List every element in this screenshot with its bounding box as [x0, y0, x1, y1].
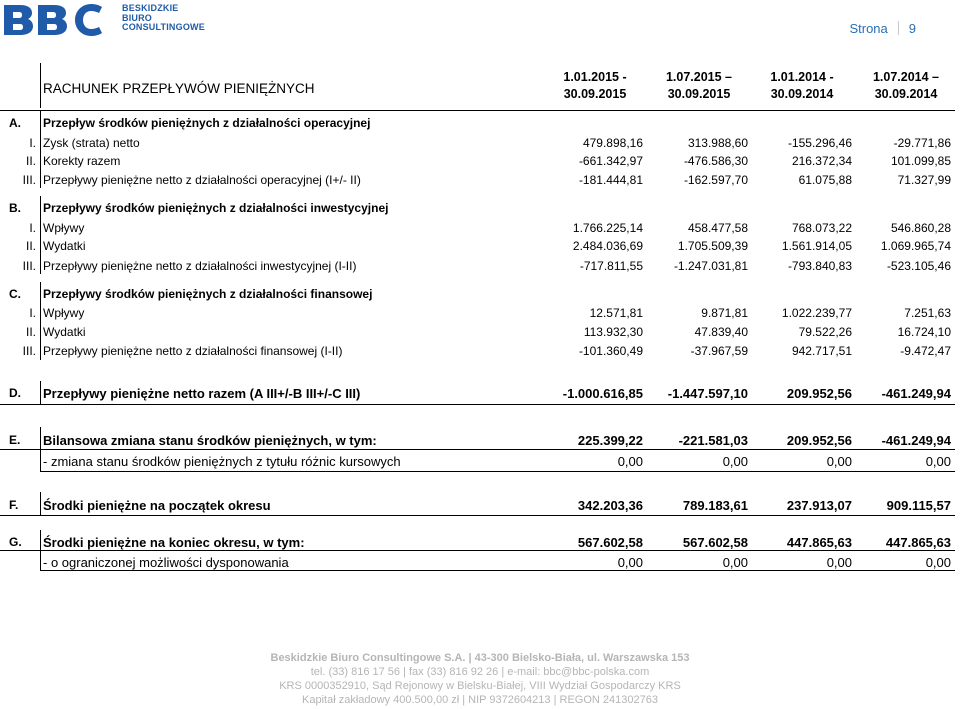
row-value: 47.839,40	[694, 325, 748, 339]
row-number: I.	[29, 136, 36, 150]
row-label: Przepływy pieniężne netto z działalności finansowej (I-II)	[43, 344, 343, 358]
section-a-top-border	[0, 110, 955, 111]
row-value: 225.399,22	[577, 433, 643, 448]
footer-line4: Kapitał zakładowy 400.500,00 zł | NIP 9372604213 | REGON 241302763	[302, 694, 658, 706]
table-row	[0, 236, 960, 256]
company-name-line3: CONSULTINGOWE	[122, 22, 205, 32]
company-name	[122, 4, 205, 33]
section-g-divider	[40, 530, 41, 570]
row-value: 0,00	[925, 555, 951, 570]
column-header-4-line2: 30.09.2014	[874, 87, 938, 101]
table-row	[0, 170, 960, 190]
row-value: 79.522,26	[798, 325, 852, 339]
row-value: -476.586,30	[683, 154, 748, 168]
section-title: Przepływy środków pieniężnych z działalności finansowej	[43, 287, 373, 301]
row-value: 101.099,85	[890, 154, 951, 168]
section-f-divider	[40, 492, 41, 515]
row-value: 567.602,58	[577, 535, 643, 550]
row-value: -29.771,86	[893, 136, 951, 150]
section-c-header	[0, 284, 960, 304]
table-title: RACHUNEK PRZEPŁYWÓW PIENIĘŻNYCH	[43, 81, 315, 96]
row-label: Bilansowa zmiana stanu środków pieniężnych, w tym:	[43, 433, 377, 448]
column-header-1	[545, 69, 645, 103]
section-g-border	[0, 550, 955, 551]
row-value: -461.249,94	[881, 386, 951, 401]
row-value: -162.597,70	[683, 173, 748, 187]
row-value: -793.840,83	[787, 259, 852, 273]
page-label: Strona	[849, 21, 888, 36]
row-value: 71.327,99	[897, 173, 951, 187]
row-value: -717.811,55	[579, 259, 643, 273]
column-header-1-line2: 30.09.2015	[563, 87, 627, 101]
row-value: -461.249,94	[881, 433, 951, 448]
row-value: 1.561.914,05	[781, 239, 852, 253]
row-value: 1.022.239,77	[781, 306, 852, 320]
row-value: 12.571,81	[589, 306, 643, 320]
row-label: Przepływy pieniężne netto z działalności inwestycyjnej (I-II)	[43, 259, 357, 273]
row-label: Wpływy	[43, 221, 85, 235]
row-value: 768.073,22	[791, 221, 852, 235]
column-header-3	[752, 69, 852, 103]
row-value: 1.766.225,14	[572, 221, 643, 235]
row-label: Przepływy pieniężne netto z działalności operacyjnej (I+/- II)	[43, 173, 361, 187]
column-header-1-line1: 1.01.2015 -	[563, 70, 627, 84]
column-header-3-line1: 1.01.2014 -	[770, 70, 834, 84]
section-e-border	[0, 449, 955, 450]
row-value: -181.444,81	[578, 173, 643, 187]
row-label: Korekty razem	[43, 154, 121, 168]
section-e-bottom-border	[40, 471, 955, 472]
row-value: -155.296,46	[787, 136, 852, 150]
section-letter: F.	[9, 498, 19, 512]
row-label: - zmiana stanu środków pieniężnych z tytułu różnic kursowych	[43, 454, 401, 469]
row-value: 0,00	[826, 454, 852, 469]
column-header-2-line2: 30.09.2015	[667, 87, 731, 101]
table-row	[0, 322, 960, 342]
row-label: Przepływy pieniężne netto razem (A III+/-B III+/-C III)	[43, 386, 361, 401]
section-g-sub-row	[0, 552, 960, 572]
row-value: 0,00	[617, 454, 643, 469]
row-value: 2.484.036,69	[572, 239, 643, 253]
row-number: II.	[25, 325, 36, 339]
column-header-4-line1: 1.07.2014 –	[872, 70, 940, 84]
row-value: 9.871,81	[701, 306, 748, 320]
row-value: 458.477,58	[687, 221, 748, 235]
row-value: -1.447.597,10	[667, 386, 748, 401]
row-number: II.	[25, 239, 36, 253]
row-value: -523.105,46	[886, 259, 951, 273]
row-value: 909.115,57	[886, 498, 951, 513]
row-value: 1.705.509,39	[677, 239, 748, 253]
section-e-sub-row	[0, 451, 960, 471]
section-letter: D.	[9, 386, 21, 400]
section-letter: A.	[9, 116, 21, 130]
row-value: 546.860,28	[890, 221, 951, 235]
row-number: III.	[22, 259, 36, 273]
footer-company-address: Beskidzkie Biuro Consultingowe S.A. | 43-300 Bielsko-Biała, ul. Warszawska 153	[270, 652, 690, 664]
row-value: 0,00	[722, 454, 748, 469]
row-label: Wydatki	[43, 325, 86, 339]
row-label: Zysk (strata) netto	[43, 136, 140, 150]
row-value: -661.342,97	[578, 154, 643, 168]
section-letter: E.	[9, 433, 21, 447]
row-value: 209.952,56	[786, 433, 852, 448]
row-value: 16.724,10	[897, 325, 951, 339]
row-value: -221.581,03	[678, 433, 748, 448]
row-number: I.	[29, 306, 36, 320]
row-value: 7.251,63	[904, 306, 951, 320]
column-header-3-line2: 30.09.2014	[770, 87, 834, 101]
table-row	[0, 303, 960, 323]
section-g-bottom-border	[40, 570, 955, 571]
section-e-divider	[40, 427, 41, 471]
page-indicator	[849, 21, 916, 36]
row-value: -1.247.031,81	[673, 259, 748, 273]
row-number: III.	[22, 344, 36, 358]
row-label: Środki pieniężne na początek okresu	[43, 498, 271, 513]
section-f-bottom-border	[0, 515, 955, 516]
row-label: Wpływy	[43, 306, 85, 320]
section-title: Przepływ środków pieniężnych z działalności operacyjnej	[43, 116, 371, 130]
footer-line3: KRS 0000352910, Sąd Rejonowy w Bielsku-Białej, VIII Wydział Gospodarczy KRS	[279, 680, 681, 692]
row-value: 0,00	[617, 555, 643, 570]
section-a-divider	[40, 110, 41, 188]
section-d-bottom-border	[0, 404, 955, 405]
row-value: 342.203,36	[577, 498, 643, 513]
row-value: -37.967,59	[690, 344, 748, 358]
row-value: 0,00	[826, 555, 852, 570]
row-value: 216.372,34	[791, 154, 852, 168]
row-label: - o ograniczonej możliwości dysponowania	[43, 555, 289, 570]
column-header-4	[856, 69, 956, 103]
row-value: 0,00	[925, 454, 951, 469]
row-value: 209.952,56	[786, 386, 852, 401]
row-value: 0,00	[722, 555, 748, 570]
row-value: -101.360,49	[578, 344, 643, 358]
row-value: 313.988,60	[687, 136, 748, 150]
section-b-divider	[40, 196, 41, 274]
row-label: Środki pieniężne na koniec okresu, w tym:	[43, 535, 305, 550]
section-b-header	[0, 198, 960, 218]
company-name-line1: BESKIDZKIE	[122, 3, 179, 13]
section-e-row	[0, 430, 960, 450]
row-number: III.	[22, 173, 36, 187]
footer-line2: tel. (33) 816 17 56 | fax (33) 816 92 26 | e-mail: bbc@bbc-polska.com	[310, 666, 650, 678]
row-value: 237.913,07	[786, 498, 852, 513]
bbc-logo-icon	[2, 2, 120, 38]
page-separator	[898, 21, 899, 35]
table-row	[0, 133, 960, 153]
row-value: 789.183,61	[682, 498, 748, 513]
section-g-row	[0, 532, 960, 552]
row-value: 479.898,16	[582, 136, 643, 150]
row-number: I.	[29, 221, 36, 235]
row-value: -1.000.616,85	[562, 386, 643, 401]
column-header-2	[649, 69, 749, 103]
row-value: 942.717,51	[791, 344, 852, 358]
column-header-2-line1: 1.07.2015 –	[665, 70, 733, 84]
section-title: Przepływy środków pieniężnych z działalności inwestycyjnej	[43, 201, 389, 215]
header-divider	[40, 63, 41, 108]
section-a-header	[0, 113, 960, 133]
section-d-divider	[40, 381, 41, 404]
row-value: 113.932,30	[583, 325, 643, 339]
section-d-row	[0, 383, 960, 403]
table-row	[0, 341, 960, 361]
row-value: 61.075,88	[798, 173, 852, 187]
row-value: 447.865,63	[885, 535, 951, 550]
table-row	[0, 218, 960, 238]
page-number: 9	[908, 21, 916, 36]
table-row	[0, 151, 960, 171]
table-row	[0, 256, 960, 276]
row-label: Wydatki	[43, 239, 86, 253]
company-name-line2: BIURO	[122, 12, 152, 23]
section-c-divider	[40, 282, 41, 360]
row-value: 1.069.965,74	[880, 239, 951, 253]
section-letter: C.	[9, 287, 21, 301]
row-number: II.	[25, 154, 36, 168]
row-value: 447.865,63	[786, 535, 852, 550]
section-letter: G.	[9, 535, 22, 549]
section-f-row	[0, 495, 960, 515]
section-letter: B.	[9, 201, 21, 215]
footer-line1	[0, 652, 960, 664]
row-value: -9.472,47	[900, 344, 951, 358]
row-value: 567.602,58	[682, 535, 748, 550]
